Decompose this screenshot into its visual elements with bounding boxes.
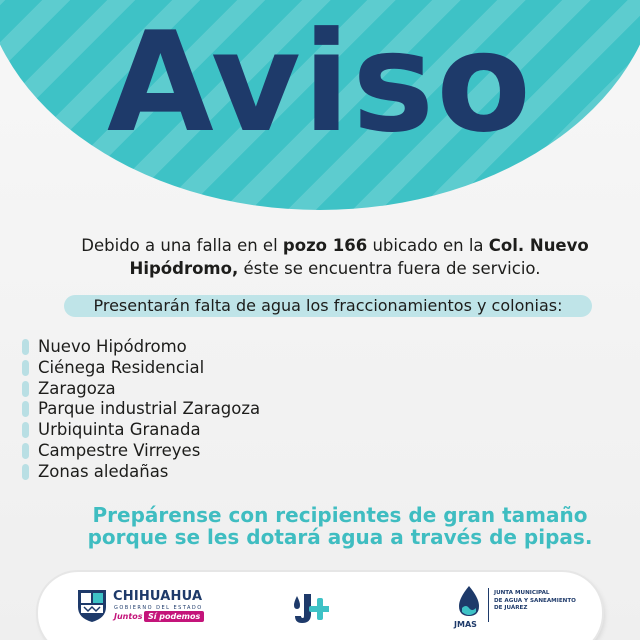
bullet-bar [22,401,29,417]
bullet-bar [22,339,29,355]
slogan-juntos: Juntos [114,612,143,621]
jmas-name [494,590,590,613]
jmas-line-1: JUNTA MUNICIPAL [494,590,550,596]
list-heading: Presentarán falta de agua los fraccionamientos y colonias: [93,296,563,315]
water-drop-plus-logo [291,590,329,626]
jmas-divider [488,588,489,622]
list-item-label: Ciénega Residencial [38,357,205,377]
list-item-label: Nuevo Hipódromo [38,337,187,356]
list-item [22,420,260,441]
intro-part-2: ubicado en la [367,236,489,255]
chihuahua-logo [76,585,226,630]
list-item-label: Zaragoza [38,378,116,398]
intro-text [40,234,630,280]
list-item-label: Zonas aledañas [38,461,169,481]
bullet-bar [22,464,29,480]
bullet-bar [22,360,29,376]
list-item [22,441,260,462]
slogan-si-podemos: Sí podemos [144,611,204,622]
list-item [22,399,260,420]
water-drop-icon [452,584,486,620]
list-item-label: Urbiquinta Granada [38,420,201,440]
list-item-label: Parque industrial Zaragoza [38,399,261,419]
chihuahua-name: CHIHUAHUA [113,589,203,604]
bullet-bar [22,422,29,438]
jmas-acronym: JMAS [454,620,477,629]
intro-part-1: Debido a una falla en el [81,236,283,255]
list-item [22,462,260,483]
intro-colony: Col. Nuevo Hipódromo, [129,236,589,278]
warning-line-2: porque se les dotará agua a través de pipas. [87,525,593,549]
intro-part-3: éste se encuentra fuera de servicio. [238,259,541,278]
page-title: Aviso [106,2,534,163]
list-item-label: Campestre Virreyes [38,440,201,460]
list-item [22,358,260,379]
colonias-list [22,337,260,483]
list-item [22,337,260,358]
list-item [22,379,260,400]
jmas-logo [452,584,592,632]
chihuahua-sub: GOBIERNO DEL ESTADO [114,605,203,611]
jmas-line-3: DE JUÁREZ [494,605,528,611]
bullet-bar [22,443,29,459]
shield-icon [76,587,108,623]
bullet-bar [22,381,29,397]
jmas-line-2: DE AGUA Y SANEAMIENTO [494,597,576,604]
intro-well: pozo 166 [282,236,368,255]
warning-line-1: Prepárense con recipientes de gran tamaño [92,503,588,527]
warning-text [40,504,640,548]
